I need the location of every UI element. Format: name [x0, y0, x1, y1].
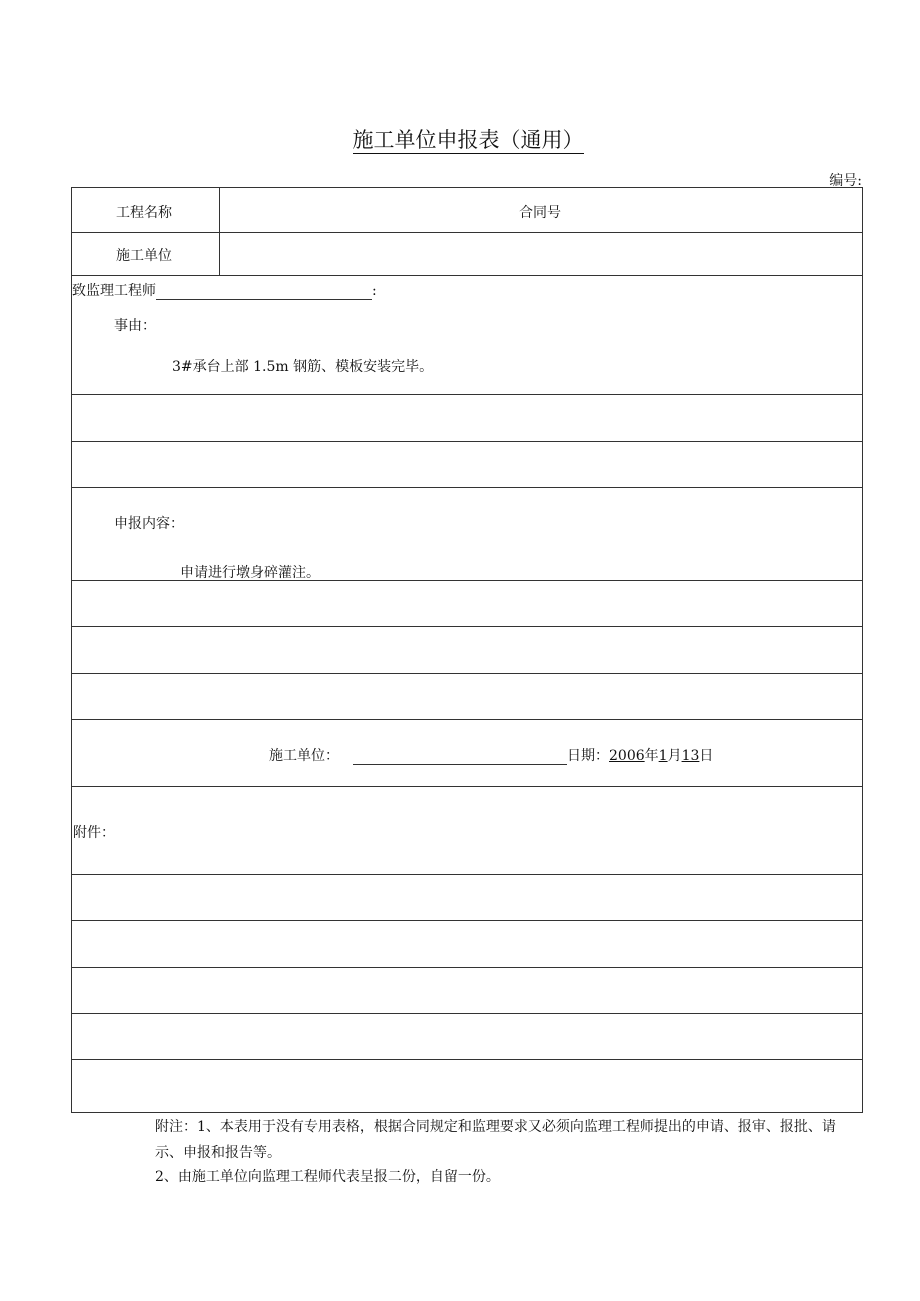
row-divider: [71, 394, 863, 395]
row-divider: [71, 920, 863, 921]
date-year: 2006: [609, 748, 645, 764]
day-unit: 日: [699, 748, 714, 764]
row-divider: [71, 1059, 863, 1060]
contractor-label: 施工单位: [116, 248, 172, 264]
content-text: 申请进行墩身碎灌注。: [180, 565, 320, 581]
content-label: 申报内容：: [114, 516, 184, 532]
reason-text: 3#承台上部 1.5m 钢筋、模板安装完毕。: [172, 359, 434, 375]
row-divider: [71, 673, 863, 674]
signature-contractor-label: 施工单位：: [269, 748, 339, 764]
row-divider: [71, 1013, 863, 1014]
attachment-label: 附件：: [73, 825, 115, 841]
year-unit: 年: [644, 748, 659, 764]
addressee-line: [72, 280, 377, 300]
row-divider: [71, 441, 863, 442]
footnote-1: 附注：1、本表用于没有专用表格，根据合同规定和监理要求又必须向监理工程师提出的申请、报审、报批、请示、申报和报告等。: [155, 1119, 836, 1161]
addressee-suffix: :: [372, 283, 377, 299]
form-title: 施工单位申报表（通用）: [352, 128, 584, 152]
date-day: 13: [681, 748, 700, 764]
form-table: [71, 187, 863, 1113]
row-divider: [71, 232, 863, 233]
project-name-label: 工程名称: [116, 205, 172, 221]
row-divider: [71, 626, 863, 627]
row-divider: [71, 967, 863, 968]
row-divider: [71, 275, 863, 276]
date-month: 1: [658, 748, 668, 764]
addressee-prefix: 致监理工程师: [72, 283, 156, 299]
row-divider: [71, 874, 863, 875]
serial-number-label: 编号:: [829, 173, 862, 189]
row-divider: [71, 487, 863, 488]
signature-blank[interactable]: [353, 750, 567, 765]
signature-line: [269, 745, 713, 765]
footnote-2: 2、由施工单位向监理工程师代表呈报二份，自留一份。: [155, 1169, 500, 1185]
engineer-name-blank[interactable]: [156, 285, 372, 300]
date-label: 日期：: [567, 748, 609, 764]
month-unit: 月: [667, 748, 682, 764]
row-divider: [71, 719, 863, 720]
contract-no-label: 合同号: [519, 205, 561, 221]
column-divider: [219, 187, 220, 275]
reason-label: 事由：: [114, 318, 156, 334]
row-divider: [71, 786, 863, 787]
